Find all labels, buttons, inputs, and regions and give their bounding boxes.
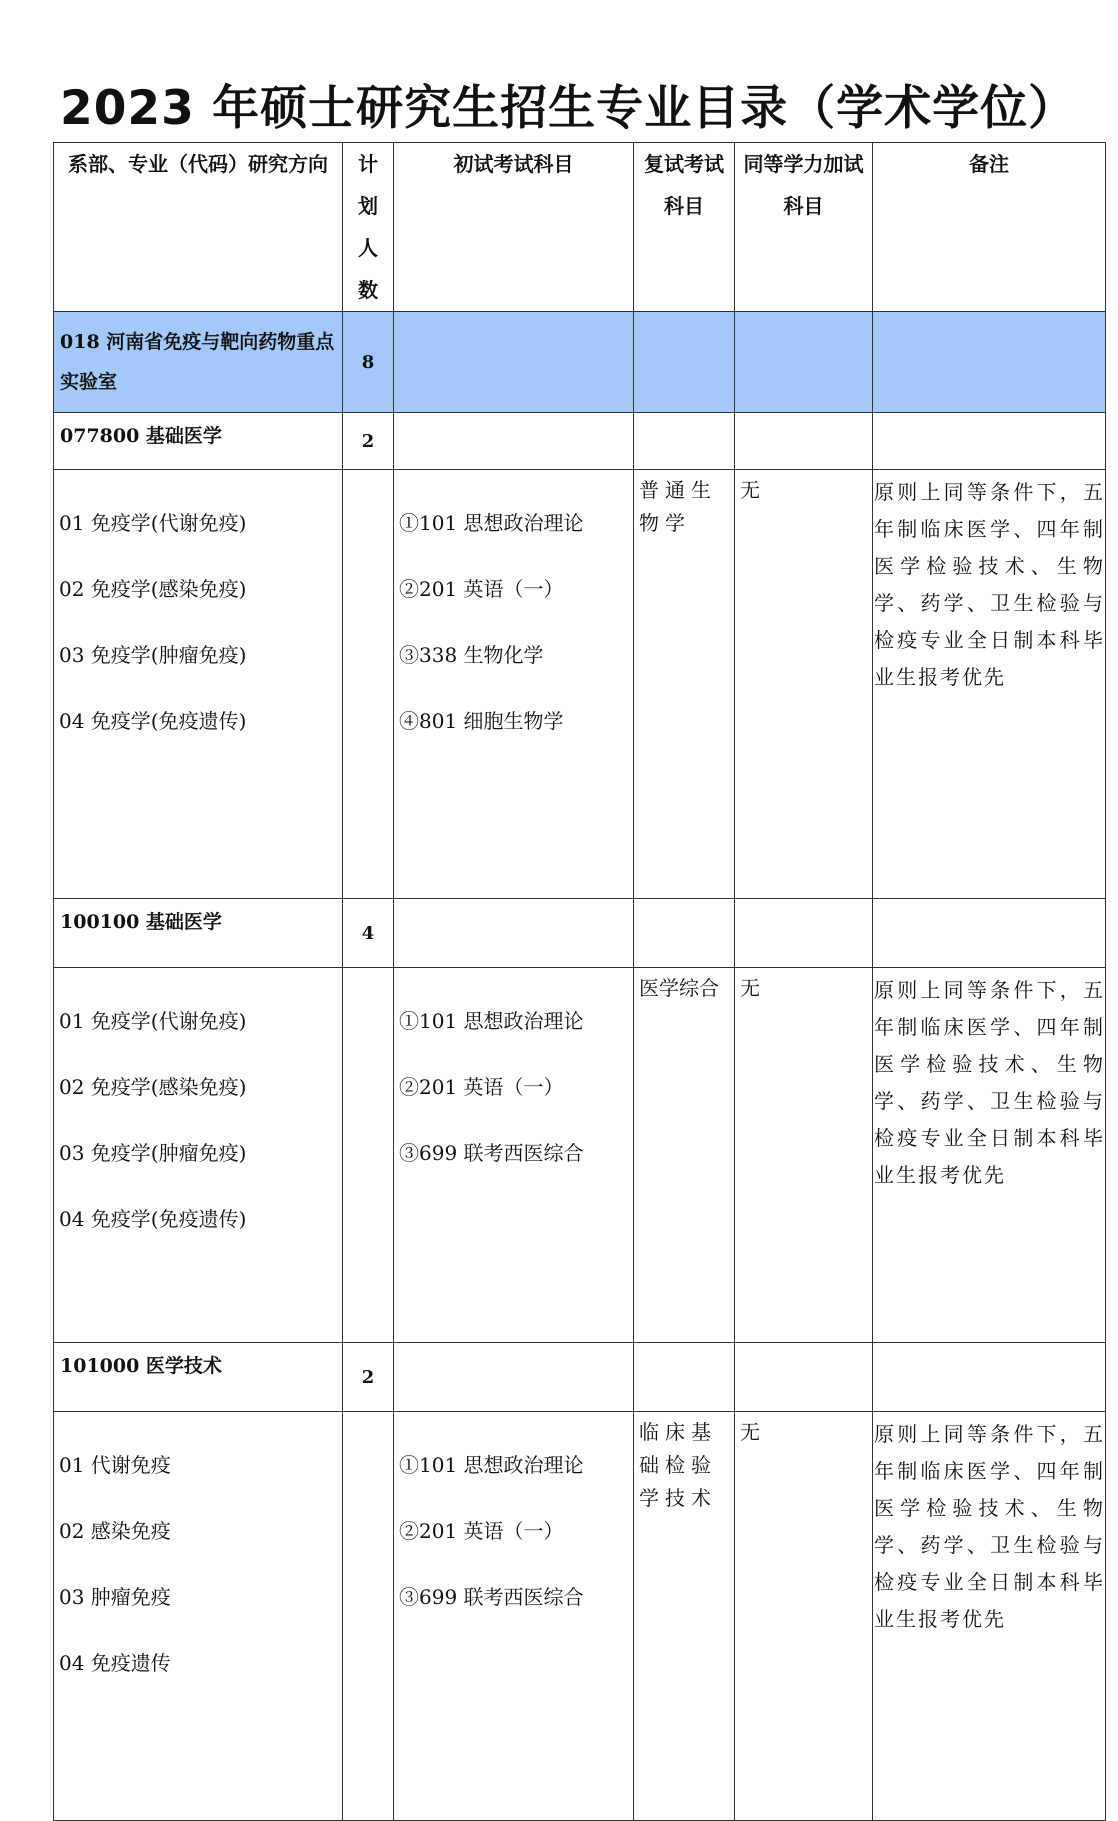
direction-item: 04 免疫学(免疫遗传) bbox=[59, 1207, 247, 1231]
page-title: 2023 年硕士研究生招生专业目录（学术学位） bbox=[60, 81, 1077, 136]
exam-item: ④801 细胞生物学 bbox=[399, 709, 564, 733]
direction-item: 04 免疫学(免疫遗传) bbox=[59, 709, 247, 733]
exam-item: ①101 思想政治理论 bbox=[399, 1009, 584, 1033]
exam-item: ①101 思想政治理论 bbox=[399, 1453, 584, 1477]
direction-item: 01 代谢免疫 bbox=[59, 1453, 171, 1477]
major-row bbox=[54, 1343, 1106, 1412]
exam-item: ③338 生物化学 bbox=[399, 643, 544, 667]
major-name: 100100 基础医学 bbox=[54, 899, 343, 968]
extra-subject: 无 bbox=[735, 1412, 873, 1821]
exam-item: ②201 英语（一） bbox=[399, 1519, 564, 1543]
header-exam: 初试考试科目 bbox=[394, 143, 634, 312]
directions-list bbox=[54, 968, 343, 1343]
department-name: 018 河南省免疫与靶向药物重点实验室 bbox=[54, 312, 343, 413]
header-dept: 系部、专业（代码）研究方向 bbox=[54, 143, 343, 312]
table-header-row bbox=[54, 143, 1106, 312]
exam-item: ③699 联考西医综合 bbox=[399, 1585, 584, 1609]
major-row bbox=[54, 899, 1106, 968]
major-plan: 4 bbox=[343, 899, 394, 968]
major-detail-row bbox=[54, 1412, 1106, 1821]
retest-subject: 普通生物学 bbox=[634, 470, 735, 899]
catalog-table bbox=[53, 142, 1106, 1821]
direction-item: 02 感染免疫 bbox=[59, 1519, 171, 1543]
major-name: 077800 基础医学 bbox=[54, 413, 343, 470]
extra-subject: 无 bbox=[735, 968, 873, 1343]
header-extra: 同等学力加试科目 bbox=[735, 143, 873, 312]
major-plan: 2 bbox=[343, 413, 394, 470]
retest-subject: 临床基础检验学技术 bbox=[634, 1412, 735, 1821]
exam-item: ③699 联考西医综合 bbox=[399, 1141, 584, 1165]
exam-subjects bbox=[394, 1412, 634, 1821]
exam-subjects bbox=[394, 968, 634, 1343]
directions-list bbox=[54, 1412, 343, 1821]
header-plan: 计划人数 bbox=[343, 143, 394, 312]
remark-text: 原则上同等条件下，五年制临床医学、四年制医学检验技术、生物学、药学、卫生检验与检疫专业全日制本科毕业生报考优先 bbox=[873, 1412, 1106, 1821]
direction-item: 01 免疫学(代谢免疫) bbox=[59, 511, 247, 535]
direction-item: 03 肿瘤免疫 bbox=[59, 1585, 171, 1609]
exam-item: ②201 英语（一） bbox=[399, 577, 564, 601]
direction-item: 01 免疫学(代谢免疫) bbox=[59, 1009, 247, 1033]
major-row bbox=[54, 413, 1106, 470]
header-remark: 备注 bbox=[873, 143, 1106, 312]
direction-item: 02 免疫学(感染免疫) bbox=[59, 577, 247, 601]
major-name: 101000 医学技术 bbox=[54, 1343, 343, 1412]
department-plan: 8 bbox=[343, 312, 394, 413]
major-detail-row bbox=[54, 470, 1106, 899]
retest-subject: 医学综合 bbox=[634, 968, 735, 1343]
directions-list bbox=[54, 470, 343, 899]
direction-item: 02 免疫学(感染免疫) bbox=[59, 1075, 247, 1099]
exam-item: ①101 思想政治理论 bbox=[399, 511, 584, 535]
direction-item: 03 免疫学(肿瘤免疫) bbox=[59, 643, 247, 667]
exam-item: ②201 英语（一） bbox=[399, 1075, 564, 1099]
direction-item: 03 免疫学(肿瘤免疫) bbox=[59, 1141, 247, 1165]
header-retest: 复试考试科目 bbox=[634, 143, 735, 312]
direction-item: 04 免疫遗传 bbox=[59, 1651, 171, 1675]
remark-text: 原则上同等条件下，五年制临床医学、四年制医学检验技术、生物学、药学、卫生检验与检疫专业全日制本科毕业生报考优先 bbox=[873, 470, 1106, 899]
major-plan: 2 bbox=[343, 1343, 394, 1412]
department-row bbox=[54, 312, 1106, 413]
major-detail-row bbox=[54, 968, 1106, 1343]
remark-text: 原则上同等条件下，五年制临床医学、四年制医学检验技术、生物学、药学、卫生检验与检疫专业全日制本科毕业生报考优先 bbox=[873, 968, 1106, 1343]
extra-subject: 无 bbox=[735, 470, 873, 899]
exam-subjects bbox=[394, 470, 634, 899]
